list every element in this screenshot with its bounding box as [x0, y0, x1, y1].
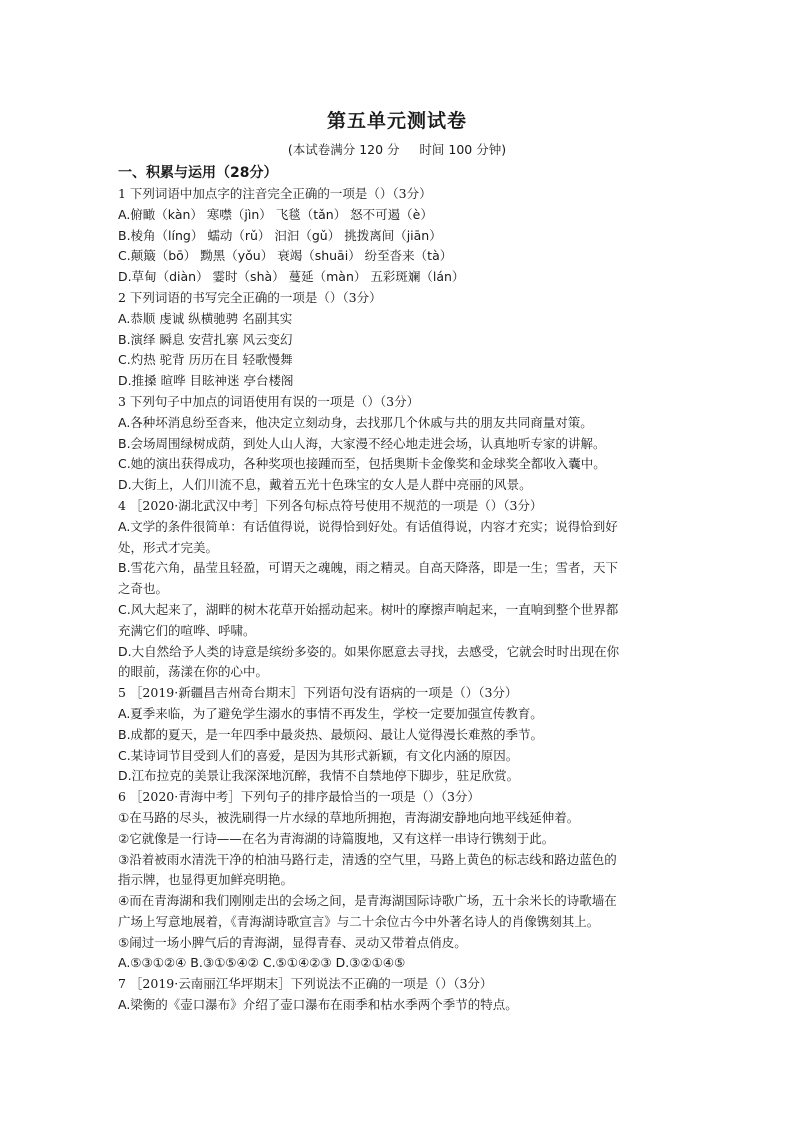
q1-option-b: B.棱角（líng） 蠕动（rǔ） 汩汩（gǔ） 挑拨离间（jiān） [118, 227, 442, 243]
question-5-stem: 5 ［2019·新疆昌吉州奇台期末］下列语句没有语病的一项是（）（3分） [118, 685, 518, 701]
q1-option-a: A.俯瞰（kàn） 寒噤（jìn） 飞毯（tǎn） 怒不可遏（è） [118, 206, 433, 222]
q3-option-a: A.各种坏消息纷至沓来，他决定立刻动身，去找那几个休戚与共的朋友共同商量对策。 [118, 414, 593, 430]
q5-option-b: B.成都的夏天，是一年四季中最炎热、最烦闷、最让人觉得漫长难熬的季节。 [118, 726, 544, 742]
q2-option-a: A.恭顺 虔诚 纵横驰骋 名副其实 [118, 310, 293, 326]
q6-sentence-3: ③沿着被雨水清洗干净的柏油马路行走，清透的空气里，马路上黄色的标志线和路边蓝色的 [118, 851, 617, 867]
q4-option-a: A.文学的条件很简单：有话值得说，说得恰到好处。有话值得说，内容才充实；说得恰到好 [118, 518, 618, 534]
q3-option-b: B.会场周围绿树成荫，到处人山人海，大家漫不经心地走进会场，认真地听专家的讲解。 [118, 435, 606, 451]
section-heading: 一、积累与运用（28分） [118, 165, 278, 181]
q2-option-d: D.推搡 暄哗 目眩神迷 亭台楼阁 [118, 373, 294, 389]
question-2-stem: 2 下列词语的书写完全正确的一项是（）（3分） [118, 289, 382, 305]
q6-options: A.⑤③①②④ B.③①⑤④② C.⑤①④②③ D.③②①④⑤ [118, 955, 406, 971]
q4-option-b: B.雪花六角，晶莹且轻盈，可谓天之魂魄，雨之精灵。自高天降落，即是一生；雪者，天下 [118, 560, 619, 576]
q4-option-c: C.风大起来了，湖畔的树木花草开始摇动起来。树叶的摩擦声响起来，一直响到整个世界都 [118, 601, 619, 617]
q5-option-a: A.夏季来临，为了避免学生溺水的事情不再发生，学校一定要加强宣传教育。 [118, 705, 543, 721]
question-4-stem: 4 ［2020·湖北武汉中考］下列各句标点符号使用不规范的一项是（）（3分） [118, 497, 543, 513]
q3-option-c: C.她的演出获得成功，各种奖项也接踵而至，包括奥斯卡金像奖和金球奖全都收入囊中。 [118, 456, 606, 472]
q5-option-d: D.江布拉克的美景让我深深地沉醉，我情不自禁地停下脚步，驻足欣赏。 [118, 768, 520, 784]
q6-sentence-3-cont: 指示牌，也显得更加鲜亮明艳。 [118, 872, 294, 888]
q2-option-c: C.灼热 驼背 历历在目 轻歌慢舞 [118, 352, 293, 368]
question-1-stem: 1 下列词语中加点字的注音完全正确的一项是（）（3分） [118, 186, 432, 201]
question-3-stem: 3 下列句子中加点的词语使用有误的一项是（）（3分） [118, 393, 420, 409]
q3-option-d: D.大街上，人们川流不息，戴着五光十色珠宝的女人是人群中亮丽的风景。 [118, 477, 532, 493]
q4-option-a-cont: 处，形式才完美。 [118, 539, 219, 555]
q6-sentence-2: ②它就像是一行诗——在名为青海湖的诗篇腹地，又有这样一串诗行镌刻于此。 [118, 830, 555, 846]
q2-option-b: B.演绎 瞬息 安营扎寨 风云变幻 [118, 331, 293, 347]
exam-content [118, 162, 686, 1016]
q5-option-c: C.某诗词节目受到人们的喜爱，是因为其形式新颖，有文化内涵的原因。 [118, 747, 519, 763]
page-title: 第五单元测试卷 [326, 110, 467, 132]
q1-option-d: D.草甸（diàn） 霎时（shà） 蔓延（màn） 五彩斑斓（lán） [118, 269, 465, 285]
q6-sentence-1: ①在马路的尽头，被洗刷得一片水绿的草地所拥抱，青海湖安静地向地平线延伸着。 [118, 809, 580, 825]
exam-info: (本试卷满分 120 分 时间 100 分钟) [287, 142, 507, 157]
q1-option-c: C.颠簸（bō） 黝黑（yǒu） 衰竭（shuāi） 纷至沓来（tà） [118, 248, 453, 264]
question-6-stem: 6 ［2020·青海中考］下列句子的排序最恰当的一项是（）（3分） [118, 789, 480, 805]
q6-sentence-4: ④而在青海湖和我们刚刚走出的会场之间，是青海湖国际诗歌广场，五十余米长的诗歌墙在 [118, 893, 617, 909]
question-7-stem: 7 ［2019·云南丽江华坪期末］下列说法不正确的一项是（）（3分） [118, 976, 493, 992]
q6-sentence-5: ⑤闹过一场小脾气后的青海湖，显得青春、灵动又带着点俏皮。 [118, 934, 467, 950]
q6-sentence-4-cont: 广场上写意地展着，《青海湖诗歌宣言》与二十余位古今中外著名诗人的肖像镌刻其上。 [118, 913, 600, 929]
q4-option-b-cont: 之奇也。 [118, 581, 169, 597]
q4-option-c-cont: 充满它们的喧哗、呼啸。 [118, 622, 256, 638]
q4-option-d-cont: 的眼前，荡漾在你的心中。 [118, 664, 269, 680]
q4-option-d: D.大自然给予人类的诗意是缤纷多姿的。如果你愿意去寻找，去感受，它就会时时出现在你 [118, 643, 620, 659]
q7-option-a: A.梁衡的《壶口瀑布》介绍了壶口瀑布在雨季和枯水季两个季节的特点。 [118, 997, 518, 1013]
